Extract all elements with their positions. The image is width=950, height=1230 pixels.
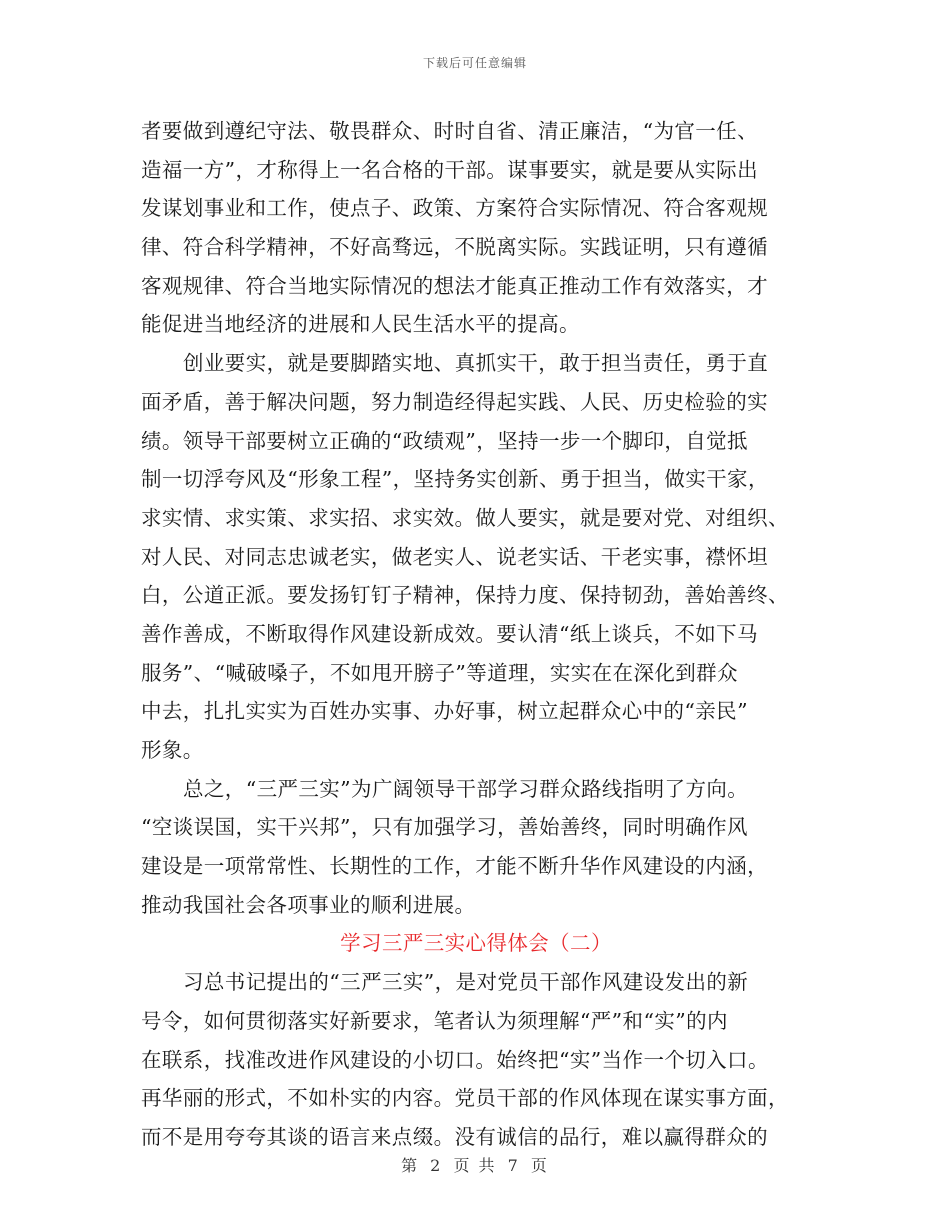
text-line: 白，公道正派。要发扬钉钉子精神，保持力度、保持韧劲，善始善终、	[141, 583, 789, 608]
footer-prefix: 第	[401, 1156, 420, 1175]
text-line: 号令，如何贯彻落实好新要求，笔者认为须理解“严”和“实”的内	[141, 1008, 728, 1033]
document-body	[141, 112, 811, 1157]
footer-total-pages: 7	[507, 1156, 520, 1175]
text-line: 习总书记提出的“三严三实”，是对党员干部作风建设发出的新	[183, 970, 749, 995]
text-line: 发谋划事业和工作，使点子、政策、方案符合实际情况、符合客观规	[141, 196, 768, 221]
text-line: 中去，扎扎实实为百姓办实事、办好事，树立起群众心中的“亲民”	[141, 699, 748, 724]
section-title: 学习三严三实心得体会（二）	[340, 931, 612, 956]
page-footer	[0, 1153, 950, 1176]
text-line: 服务”、“喊破嗓子，不如甩开膀子”等道理，实实在在深化到群众	[141, 660, 738, 685]
page-header-note: 下载后可任意编辑	[422, 56, 527, 70]
text-line: 建设是一项常常性、长期性的工作，才能不断升华作风建设的内涵，	[141, 854, 768, 879]
footer-suffix: 页	[530, 1156, 549, 1175]
text-line: 对人民、对同志忠诚老实，做老实人、说老实话、干老实事，襟怀坦	[141, 544, 768, 569]
text-line: 能促进当地经济的进展和人民生活水平的提高。	[141, 312, 580, 337]
text-line: 推动我国社会各项事业的顺利进展。	[141, 892, 476, 917]
text-line: 创业要实，就是要脚踏实地、真抓实干，敢于担当责任，勇于直	[183, 351, 769, 376]
text-line: 求实情、求实策、求实招、求实效。做人要实，就是要对党、对组织、	[141, 505, 789, 530]
text-line: 形象。	[141, 738, 204, 762]
text-line: 在联系，找准改进作风建设的小切口。始终把“实”当作一个切入口。	[141, 1047, 769, 1072]
text-line: “空谈误国，实干兴邦”，只有加强学习，善始善终，同时明确作风	[141, 815, 748, 840]
text-line: 者要做到遵纪守法、敬畏群众、时时自省、清正廉洁，“为官一任、	[141, 119, 758, 143]
footer-current-page: 2	[430, 1156, 443, 1175]
text-line: 面矛盾，善于解决问题，努力制造经得起实践、人民、历史检验的实	[141, 389, 768, 414]
text-line: 而不是用夸夸其谈的语言来点缀。没有诚信的品行，难以赢得群众的	[141, 1124, 768, 1149]
text-line: 善作善成，不断取得作风建设新成效。要认清“纸上谈兵，不如下马	[141, 621, 758, 646]
text-line: 客观规律、符合当地实际情况的想法才能真正推动工作有效落实，才	[141, 273, 768, 298]
text-line: 制一切浮夸风及“形象工程”，坚持务实创新、勇于担当，做实干家，	[141, 467, 769, 492]
text-line: 总之，“三严三实”为广阔领导干部学习群众路线指明了方向。	[183, 776, 749, 801]
footer-middle: 页 共	[453, 1156, 497, 1175]
text-line: 造福一方”，才称得上一名合格的干部。谋事要实，就是要从实际出	[141, 157, 758, 182]
text-line: 再华丽的形式，不如朴实的内容。党员干部的作风体现在谋实事方面，	[141, 1086, 789, 1111]
text-line: 绩。领导干部要树立正确的“政绩观”，坚持一步一个脚印，自觉抵	[141, 428, 748, 453]
text-line: 律、符合科学精神，不好高骛远，不脱离实际。实践证明，只有遵循	[141, 235, 768, 260]
